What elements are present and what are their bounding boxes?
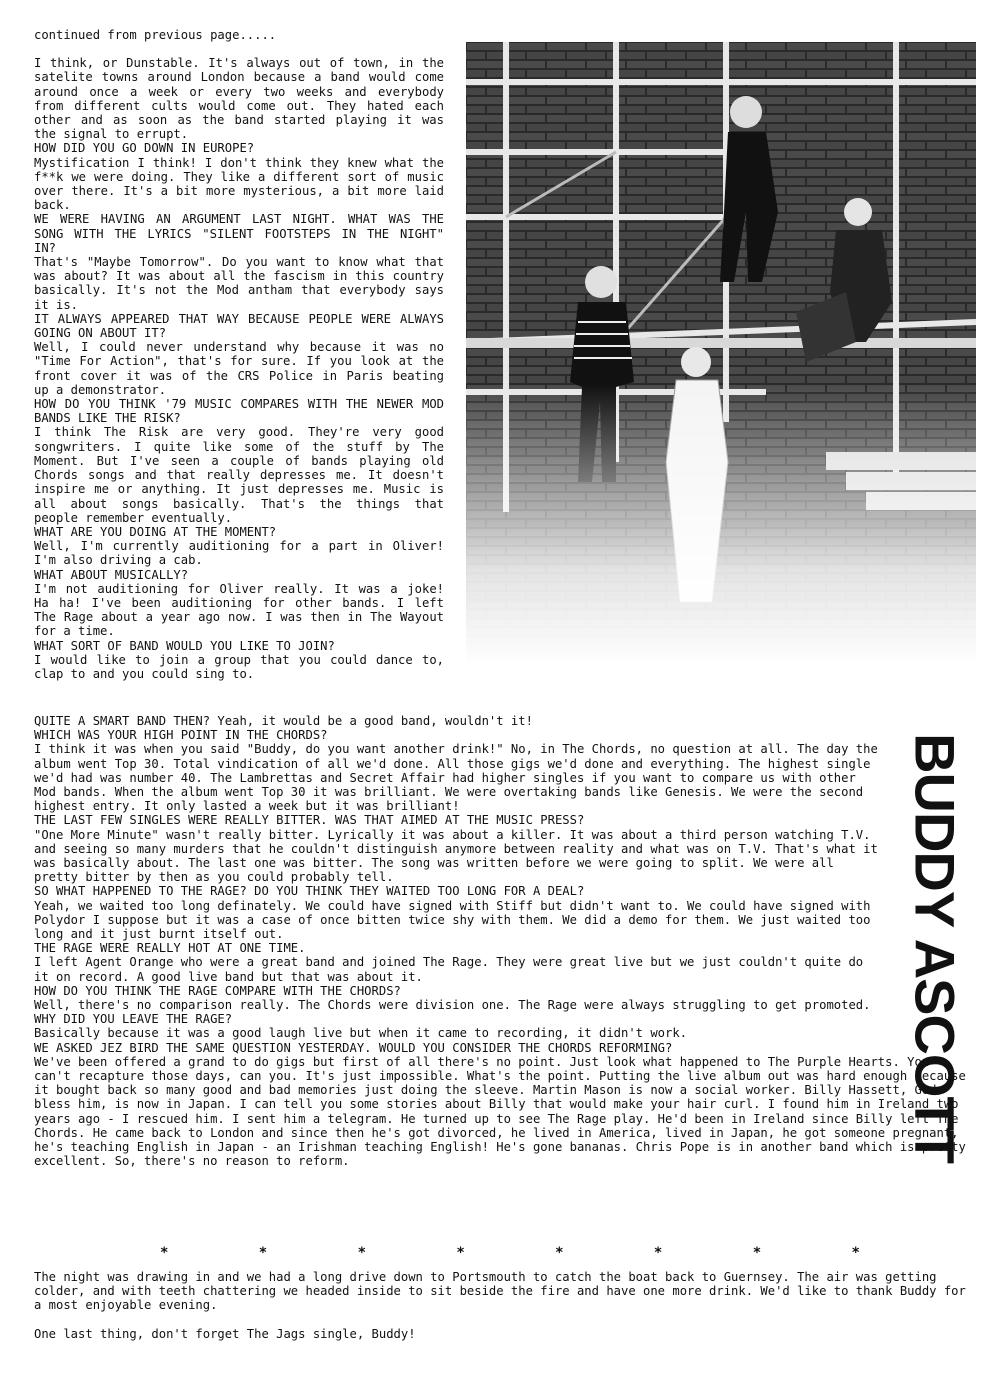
answer: We've been offered a grand to do gigs but first of all there's no point. Just look what happened to The Purple Hearts. You can't recapture those days, can you. It's just impossible. What's the point. Putting the live album out was hard enough because it bought back so many good and bad memories just doing the sleeve. Martin Mason is now a social worker. Billy Hassett, God bless him, is now in Japan. I can tell you some stories about Billy that would make your hair curl. I found him in Ireland two years ago - I rescued him. I sent him a telegram. He turned up to see The Rage play. He'd been in Ireland since Billy left The Chords. He came back to London and since then he's got divorced, he lived in America, lived in Japan, he got someone pregnant, he's teaching English in Japan - an Irishman teaching English! He's gone bananas. Chris Pope is in another band which is pretty excellent. So, there's no reason to reform. <box>34 1054 966 1169</box>
separator-star: * <box>456 1245 465 1261</box>
article-title: BUDDY ASCOTT <box>903 732 967 1163</box>
answer: Mystification I think! I don't think they knew what the f**k we were doing. They like a different sort of music over there. It's a bit more mysterious, a bit more laid back. <box>34 155 444 213</box>
separator-star: * <box>258 1245 268 1261</box>
answer: I would like to join a group that you could dance to, clap to and you could sing to. <box>34 652 444 681</box>
answer: I think it was when you said "Buddy, do you want another drink!" No, in The Chords, no question at all. The day the album went Top 30. Total vindication of all we'd done. All those gigs we'd done and everything. The highest single we'd had was number 40. The Lambrettas and Secret Affair had higher singles if you want to compare us with other Mod bands. When the album went Top 30 it was brilliant. We were overtaking bands like Genesis. We were the second highest entry. It only lasted a week but it was brilliant! <box>34 742 878 814</box>
question: WE WERE HAVING AN ARGUMENT LAST NIGHT. WHAT WAS THE SONG WITH THE LYRICS "SILENT FOOTSTEPS IN THE NIGHT" IN? <box>34 212 444 255</box>
paragraph: I think, or Dunstable. It's always out of town, in the satelite towns around London because a band would come around once a week or every two weeks and everybody from different cults would come out. They hated each other and as soon as the band started playing it was the signal to errupt. <box>34 56 444 142</box>
separator-star: * <box>752 1245 762 1261</box>
section-separator <box>160 1246 860 1260</box>
separator-star: * <box>357 1245 366 1261</box>
answer: Well, I'm currently auditioning for a part in Oliver! I'm also driving a cab. <box>34 539 444 568</box>
question: HOW DID YOU GO DOWN IN EUROPE? <box>34 141 255 156</box>
answer: I'm not auditioning for Oliver really. It was a joke! Ha ha! I've been auditioning for other bands. I left The Rage about a year ago now. I was then in The Wayout for a time. <box>34 581 444 639</box>
question: HOW DO YOU THINK '79 MUSIC COMPARES WITH THE NEWER MOD BANDS LIKE THE RISK? <box>34 397 444 426</box>
answer: I think The Risk are very good. They're very good songwriters. I quite like some of the stuff by The Moment. But I've seen a couple of bands playing old Chords songs and that really depresses me. It doesn't inspire me or anything. It just depresses me. Music is all about songs basically. That's the things that people remember eventually. <box>34 425 444 525</box>
answer: That's "Maybe Tomorrow". Do you want to know what that was about? It was about all the fascism in this country basically. It's not the Mod antham that everybody says it is. <box>34 255 444 312</box>
question: WE ASKED JEZ BIRD THE SAME QUESTION YESTERDAY. WOULD YOU CONSIDER THE CHORDS REFORMING? <box>34 1040 673 1055</box>
answer: I left Agent Orange who were a great band and joined The Rage. They were great live but we just couldn't quite do it on record. A good live band but that was about it. <box>34 955 864 984</box>
question: WHICH WAS YOUR HIGH POINT IN THE CHORDS? <box>34 728 328 743</box>
separator-star: * <box>653 1245 663 1261</box>
question: THE LAST FEW SINGLES WERE REALLY BITTER. WAS THAT AIMED AT THE MUSIC PRESS? <box>34 813 585 828</box>
question: WHAT ABOUT MUSICALLY? <box>34 567 189 582</box>
question: WHAT SORT OF BAND WOULD YOU LIKE TO JOIN? <box>34 638 335 653</box>
band-photo-illustration <box>466 42 976 664</box>
answer: Well, I could never understand why because it was no "Time For Action", that's for sure. If you look at the front cover it was of the CRS Police in Paris beating up a demonstrator. <box>34 340 444 397</box>
answer: Basically because it was a good laugh live but when it came to recording, it didn't work. <box>34 1026 688 1041</box>
question: THE RAGE WERE REALLY HOT AT ONE TIME. <box>34 941 306 956</box>
question: WHY DID YOU LEAVE THE RAGE? <box>34 1012 233 1027</box>
question: IT ALWAYS APPEARED THAT WAY BECAUSE PEOPLE WERE ALWAYS GOING ON ABOUT IT? <box>34 311 444 341</box>
answer: "One More Minute" wasn't really bitter. Lyrically it was about a killer. It was about a third person watching T.V. and seeing so many murders that he couldn't distinguish anymore between reality and what was on T.V. That's what it was basically about. The last one was bitter. The song was written before we were going to split. We were all pretty bitter by then as you could probably tell. <box>34 827 878 885</box>
band-photo <box>466 42 976 664</box>
separator-star: * <box>851 1245 860 1261</box>
question: SO WHAT HAPPENED TO THE RAGE? DO YOU THINK THEY WAITED TOO LONG FOR A DEAL? <box>34 884 585 899</box>
closing-line: One last thing, don't forget The Jags single, Buddy! <box>34 1326 416 1341</box>
answer: Well, there's no comparison really. The Chords were division one. The Rage were always struggling to get promoted. <box>34 998 871 1013</box>
outro-section <box>34 1270 968 1341</box>
outro-paragraph: The night was drawing in and we had a long drive down to Portsmouth to catch the boat back to Guernsey. The air was getting colder, and with teeth chattering we headed inside to sit beside the fire and have one more drink. We'd like to thank Buddy for a most enjoyable evening. <box>34 1270 966 1313</box>
question: HOW DO YOU THINK THE RAGE COMPARE WITH THE CHORDS? <box>34 983 401 998</box>
question: WHAT ARE YOU DOING AT THE MOMENT? <box>34 524 277 539</box>
separator-star: * <box>555 1245 564 1261</box>
top-column <box>34 28 444 681</box>
answer: Yeah, we waited too long definately. We could have signed with Stiff but didn't want to. We could have signed with Polydor I suppose but it was a case of once bitten twice shy with them. We did a demo for them. We just waited too long and it just burnt itself out. <box>34 898 871 942</box>
column-paragraphs <box>34 56 444 681</box>
separator-star: * <box>160 1245 169 1261</box>
question: QUITE A SMART BAND THEN? Yeah, it would be a good band, wouldn't it! <box>34 714 533 728</box>
interview-lower-section <box>34 1041 968 1169</box>
vertical-title <box>905 720 965 1175</box>
continued-header: continued from previous page..... <box>34 28 277 42</box>
